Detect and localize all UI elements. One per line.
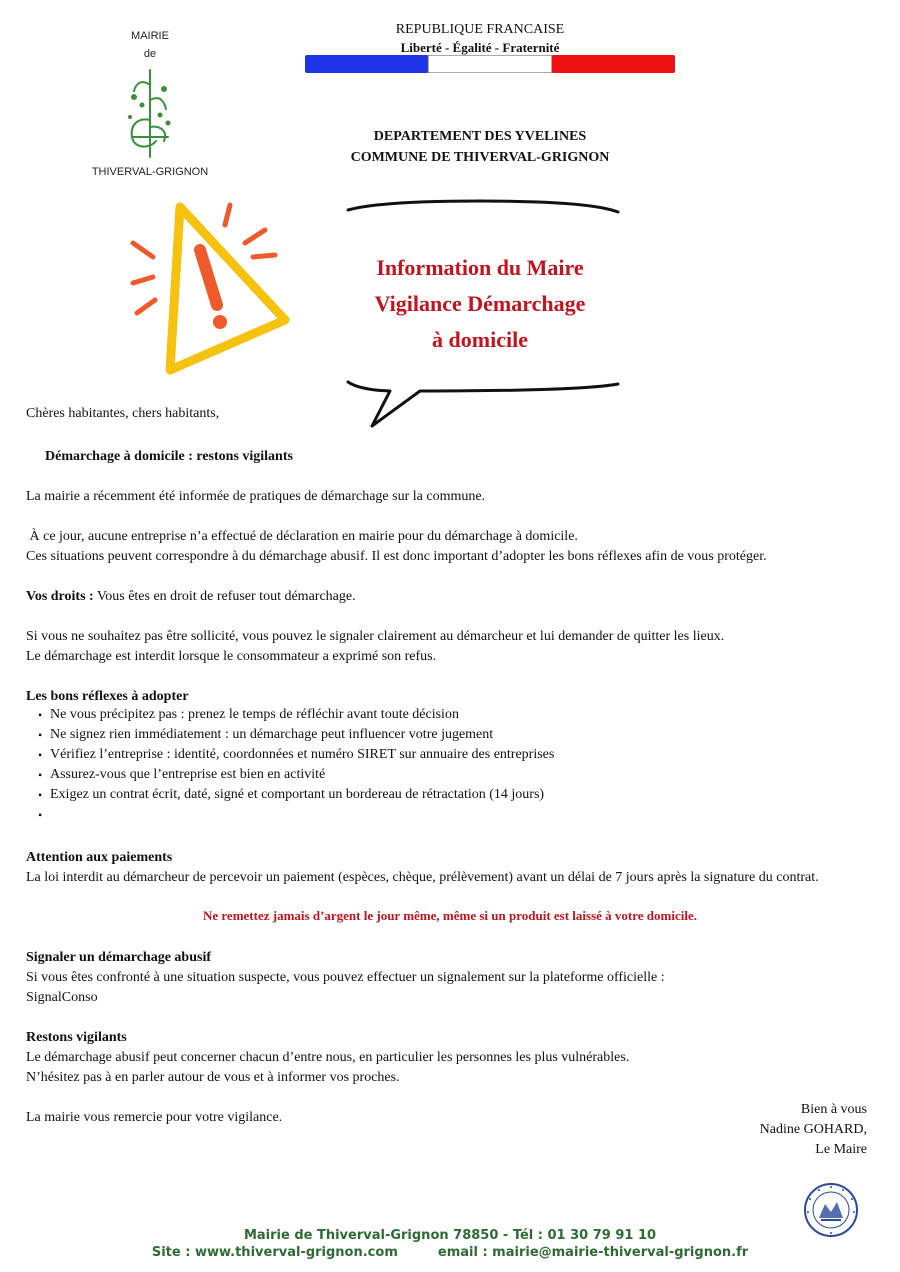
footer-site[interactable]: Site : www.thiverval-grignon.com bbox=[151, 1245, 398, 1260]
refuse-line-1: Si vous ne souhaitez pas être sollicité, vous pouvez le signaler clairement au démarcheur et lui demander de quitter les lieux. bbox=[26, 629, 725, 644]
list-item: • Vérifiez l’entreprise : identité, coordonnées et numéro SIRET sur annuaire des entreprises bbox=[50, 745, 554, 765]
reflexes-title: Les bons réflexes à adopter bbox=[26, 689, 189, 704]
bubble-line-1: Information du Maire bbox=[376, 255, 584, 280]
plant-logo-icon bbox=[120, 65, 180, 160]
list-item: • Assurez-vous que l’entreprise est bien en activité bbox=[50, 765, 554, 785]
flag-blue-band bbox=[305, 55, 428, 73]
letter-subject: Démarchage à domicile : restons vigilants bbox=[45, 449, 293, 464]
bubble-line-3: à domicile bbox=[432, 327, 528, 352]
greeting: Chères habitantes, chers habitants, bbox=[26, 406, 220, 421]
footer-address: Mairie de Thiverval-Grignon 78850 - Tél : 01 30 79 91 10 bbox=[243, 1228, 657, 1243]
bubble-line-2: Vigilance Démarchage bbox=[374, 291, 586, 316]
signature-closing: Bien à vous bbox=[800, 1102, 867, 1117]
list-item: • Exigez un contrat écrit, daté, signé et comportant un bordereau de rétractation (14 jours) bbox=[50, 785, 554, 805]
abuse-line: Ces situations peuvent correspondre à du démarchage abusif. Il est donc important d’adopter les bons réflexes afin de vous protéger. bbox=[26, 549, 767, 564]
vigilant-line-1: Le démarchage abusif peut concerner chacun d’entre nous, en particulier les personnes les plus vulnérables. bbox=[26, 1050, 630, 1065]
warning-icon bbox=[125, 195, 295, 380]
vigilant-title: Restons vigilants bbox=[26, 1030, 127, 1045]
department-line: DEPARTEMENT DES YVELINES bbox=[373, 129, 587, 144]
refuse-line-2: Le démarchage est interdit lorsque le consommateur a exprimé son refus. bbox=[26, 649, 437, 664]
warning-triangle-shape bbox=[170, 207, 285, 370]
intro-paragraph: La mairie a récemment été informée de pratiques de démarchage sur la commune. bbox=[26, 489, 486, 504]
french-flag-bar bbox=[305, 55, 675, 73]
report-platform: SignalConso bbox=[26, 990, 98, 1005]
vigilant-line-2: N’hésitez pas à en parler autour de vous et à informer vos proches. bbox=[26, 1070, 400, 1085]
payments-title: Attention aux paiements bbox=[26, 850, 173, 865]
warning-exclamation-bar bbox=[200, 250, 217, 305]
logo-header bbox=[90, 27, 210, 63]
footer-contact bbox=[0, 1245, 900, 1260]
republic-title: REPUBLIQUE FRANCAISE bbox=[395, 22, 565, 37]
logo-town-name: THIVERVAL-GRIGNON bbox=[91, 166, 209, 178]
rights-text: Vous êtes en droit de refuser tout démarchage. bbox=[93, 589, 356, 604]
reflexes-list bbox=[26, 705, 554, 825]
flag-white-band bbox=[428, 55, 552, 73]
rights-label: Vos droits : bbox=[26, 589, 94, 604]
logo-mairie: MAIRIE bbox=[131, 30, 169, 42]
payments-warning: Ne remettez jamais d’argent le jour même, même si un produit est laissé à votre domicile. bbox=[202, 908, 697, 923]
list-item: • Ne signez rien immédiatement : un démarchage peut influencer votre jugement bbox=[50, 725, 554, 745]
list-item: • Ne vous précipitez pas : prenez le temps de réfléchir avant toute décision bbox=[50, 705, 554, 725]
logo-de: de bbox=[143, 48, 157, 60]
republic-motto: Liberté - Égalité - Fraternité bbox=[400, 40, 560, 55]
footer-email[interactable]: email : mairie@mairie-thiverval-grignon.fr bbox=[437, 1245, 749, 1260]
warning-exclamation-dot bbox=[213, 315, 227, 329]
flag-red-band bbox=[552, 55, 675, 73]
report-title: Signaler un démarchage abusif bbox=[26, 950, 212, 965]
bubble-heading bbox=[345, 250, 615, 358]
signature-role: Le Maire bbox=[815, 1142, 867, 1157]
commune-line: COMMUNE DE THIVERVAL-GRIGNON bbox=[350, 150, 610, 165]
payments-text: La loi interdit au démarcheur de percevoir un paiement (espèces, chèque, prélèvement) avant un délai de 7 jours après la signature du contrat. bbox=[26, 870, 819, 885]
department-block bbox=[300, 126, 660, 168]
signature-name: Nadine GOHARD, bbox=[759, 1122, 867, 1137]
thanks-line: La mairie vous remercie pour votre vigilance. bbox=[26, 1110, 283, 1125]
list-item bbox=[50, 805, 554, 825]
report-text: Si vous êtes confronté à une situation suspecte, vous pouvez effectuer un signalement sur la plateforme officielle : bbox=[26, 970, 665, 985]
declaration-line: À ce jour, aucune entreprise n’a effectué de déclaration en mairie pour du démarchage à domicile. bbox=[26, 529, 578, 544]
rights-paragraph bbox=[26, 587, 356, 607]
